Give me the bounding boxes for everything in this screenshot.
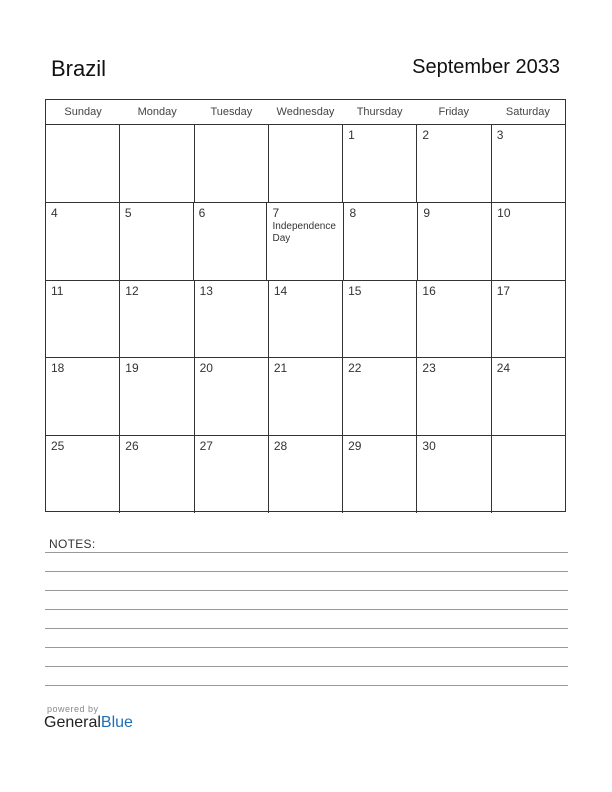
day-number: 25	[51, 439, 65, 454]
holiday-label: Independence Day	[272, 220, 336, 244]
day-cell	[120, 281, 194, 358]
notes-line	[45, 628, 568, 629]
weekday-tuesday: Tuesday	[210, 106, 253, 118]
day-number: 19	[125, 361, 139, 376]
day-number: 11	[51, 283, 64, 298]
notes-line	[45, 666, 568, 667]
day-number: 17	[496, 283, 511, 298]
day-number: 13	[199, 283, 213, 298]
day-number: 9	[423, 205, 430, 220]
day-number: 18	[51, 361, 65, 376]
weekday-friday: Friday	[438, 106, 470, 118]
day-cell	[195, 436, 269, 513]
day-cell	[46, 358, 120, 435]
day-cell	[492, 125, 565, 202]
day-cell	[269, 358, 343, 435]
week-row	[46, 281, 565, 359]
day-number: 2	[422, 128, 430, 142]
day-number: 6	[198, 205, 206, 220]
weekday-sunday: Sunday	[64, 106, 102, 118]
notes-line	[45, 590, 568, 591]
day-cell	[269, 125, 343, 202]
day-cell	[344, 203, 418, 280]
powered-by-text: powered by	[47, 704, 99, 714]
week-row	[46, 358, 565, 436]
notes-lines	[45, 552, 568, 704]
calendar-body	[46, 125, 565, 513]
day-cell	[46, 436, 120, 513]
day-number: 14	[273, 283, 288, 298]
day-cell	[120, 125, 194, 202]
day-number: 4	[51, 205, 58, 220]
day-cell	[343, 358, 417, 435]
day-number: 30	[422, 439, 436, 454]
day-cell	[46, 203, 120, 280]
notes-line	[45, 647, 568, 648]
day-number: 29	[348, 439, 362, 454]
day-number: 8	[349, 205, 357, 220]
day-cell	[195, 281, 269, 358]
day-number: 1	[348, 128, 355, 142]
weekday-header-row	[46, 100, 565, 125]
day-number: 22	[348, 361, 362, 376]
notes-line	[45, 552, 568, 553]
day-number: 10	[497, 205, 511, 220]
country-title: Brazil	[51, 56, 107, 81]
day-cell	[195, 358, 269, 435]
weekday-monday: Monday	[137, 106, 177, 118]
day-cell	[46, 125, 120, 202]
day-number: 27	[199, 439, 213, 454]
day-number: 26	[125, 439, 139, 454]
calendar-grid	[45, 99, 566, 512]
week-row	[46, 125, 565, 203]
day-number: 3	[496, 128, 504, 142]
week-row	[46, 436, 565, 513]
month-year-title: September 2033	[412, 56, 560, 78]
notes-line	[45, 685, 568, 686]
brand-logo	[44, 704, 133, 732]
notes-line	[45, 571, 568, 572]
day-number: 20	[199, 361, 213, 376]
day-cell	[418, 203, 492, 280]
notes-label: NOTES:	[49, 537, 96, 551]
day-number: 24	[496, 361, 511, 376]
day-number: 23	[422, 361, 436, 376]
day-number: 15	[348, 283, 362, 298]
brand-name-general: General	[44, 714, 101, 731]
day-cell	[120, 203, 194, 280]
day-cell	[417, 358, 491, 435]
day-cell	[492, 281, 565, 358]
day-cell	[269, 281, 343, 358]
day-cell	[417, 436, 491, 513]
day-number: 5	[124, 205, 132, 220]
day-cell	[343, 281, 417, 358]
day-cell	[46, 281, 120, 358]
day-cell	[343, 125, 417, 202]
day-cell	[492, 358, 565, 435]
weekday-wednesday: Wednesday	[276, 106, 335, 118]
brand-name	[44, 714, 133, 732]
brand-name-blue: Blue	[100, 714, 133, 731]
day-cell	[417, 281, 491, 358]
day-cell	[269, 436, 343, 513]
day-cell	[267, 203, 344, 280]
day-number: 28	[273, 439, 288, 454]
day-cell	[194, 203, 268, 280]
day-number: 7	[272, 205, 280, 220]
day-number: 12	[125, 283, 139, 298]
day-cell	[343, 436, 417, 513]
day-number: 16	[422, 283, 436, 298]
day-cell	[195, 125, 269, 202]
day-cell	[120, 436, 194, 513]
notes-line	[45, 609, 568, 610]
day-number: 21	[273, 361, 288, 376]
day-cell	[492, 436, 565, 513]
day-cell	[492, 203, 565, 280]
day-cell	[120, 358, 194, 435]
weekday-thursday: Thursday	[356, 106, 403, 118]
week-row	[46, 203, 565, 281]
day-cell	[417, 125, 491, 202]
weekday-saturday: Saturday	[505, 106, 550, 118]
